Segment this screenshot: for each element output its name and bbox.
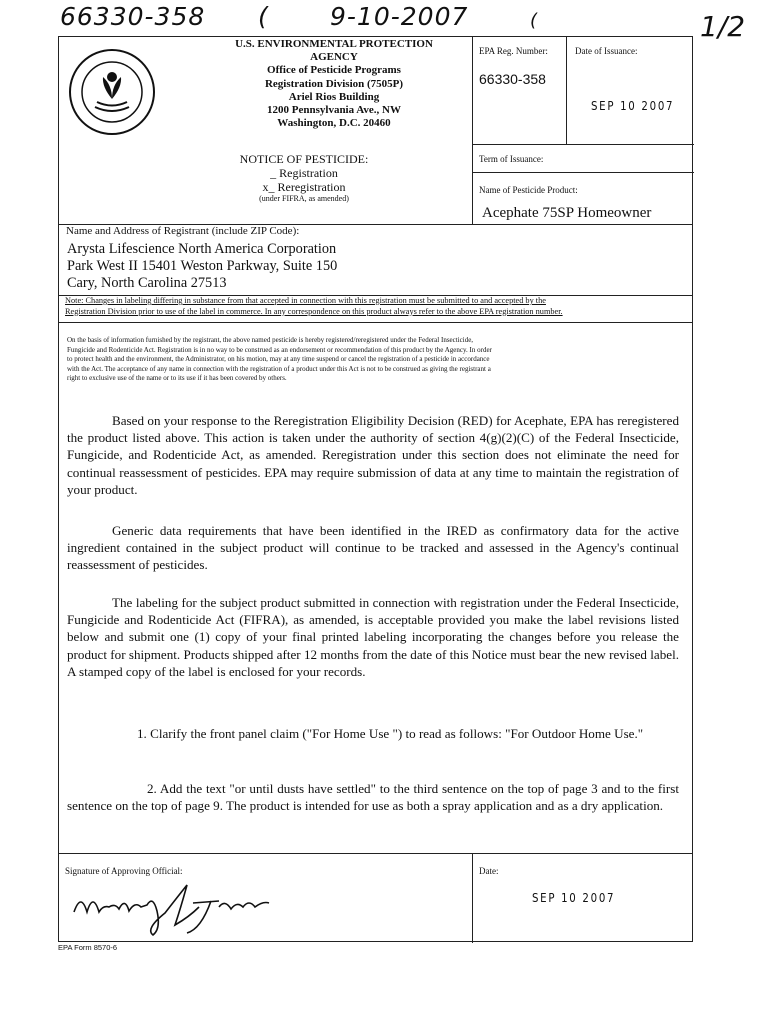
reg-number-label: EPA Reg. Number:	[479, 46, 548, 56]
product-name-value: Acephate 75SP Homeowner	[482, 205, 652, 221]
paragraph-labeling: The labeling for the subject product submitted in connection with registration under the Federal Insecticide, Fungicide and Rodenticide Act (FIFRA), as amended, is acceptable provided you make the label revisions listed below and submit one (1) copy of your final printed labeling incorporating the changes before you release the product for shipment. Products shipped after 12 months from the date of this Notice must bear the new revised label. A stamped copy of the label is enclosed for your records.	[67, 595, 679, 679]
product-name-label: Name of Pesticide Product:	[479, 185, 578, 195]
handwritten-paren: (	[258, 2, 269, 31]
paragraph-generic-data: Generic data requirements that have been identified in the IRED as confirmatory data for the active ingredient contained in the subject product will continue to be tracked and assessed in the Agency's continual reassessment of pesticides.	[67, 523, 679, 573]
reg-number-value: 66330-358	[479, 71, 546, 87]
handwritten-signature	[69, 877, 299, 937]
notice-option-registration: _ Registration	[270, 166, 338, 180]
handwritten-date: 9-10-2007	[330, 2, 469, 31]
handwritten-page-mark: 1/2	[700, 10, 746, 43]
agency-line-6: 1200 Pennsylvania Ave., NW	[267, 104, 401, 117]
fineprint-line: On the basis of information furnished by the registrant, the above named pesticide is hereby registered/reregistered under the Federal Insecticide,	[67, 336, 474, 344]
note-block	[65, 296, 563, 317]
labeling-item-1: 1. Clarify the front panel claim ("For Home Use ") to read as follows: "For Outdoor Home Use."	[137, 726, 644, 741]
labeling-item-2: 2. Add the text "or until dusts have settled" to the third sentence on the top of page 3 and to the first sentence on the top of page 9. The product is intended for use as both a spray application and as a dry application.	[67, 781, 679, 814]
note-line-2: Registration Division prior to use of the label in commerce. In any correspondence on this product always refer to the above EPA registration number.	[65, 306, 563, 316]
agency-line-2: AGENCY	[310, 51, 358, 64]
agency-line-1: U.S. ENVIRONMENTAL PROTECTION	[235, 38, 433, 50]
divider	[566, 37, 567, 144]
divider	[59, 853, 692, 854]
date-stamp: SEP 10 2007	[532, 891, 616, 905]
notice-under-fifra: (under FIFRA, as amended)	[259, 194, 349, 203]
agency-line-3: Office of Pesticide Programs	[267, 64, 401, 77]
agency-header	[199, 38, 469, 130]
form-number: EPA Form 8570-6	[58, 943, 118, 952]
divider	[472, 144, 694, 145]
divider	[472, 37, 473, 224]
registrant-city: Cary, North Carolina 27513	[67, 275, 227, 292]
registrant-address	[67, 241, 337, 293]
registration-form	[58, 36, 693, 942]
issuance-date-stamp: SEP 10 2007	[591, 99, 675, 113]
epa-seal-icon	[67, 47, 157, 137]
notice-block	[199, 152, 409, 204]
fineprint-line: to protect health and the environment, the Administrator, on his motion, may at any time suspend or cancel the registration of a pesticide in accordance	[67, 355, 490, 363]
issuance-date-label: Date of Issuance:	[575, 46, 638, 56]
notice-option-reregistration: x_ Reregistration	[262, 180, 346, 194]
divider	[472, 172, 694, 173]
handwritten-paren-2: (	[530, 10, 539, 31]
term-label: Term of Issuance:	[479, 154, 544, 164]
fineprint-line: right to exclusive use of the name or to its use if it has been covered by others.	[67, 374, 287, 382]
divider	[472, 853, 473, 943]
signature-label: Signature of Approving Official:	[65, 866, 183, 876]
paragraph-reregistration: Based on your response to the Reregistration Eligibility Decision (RED) for Acephate, EPA has reregistered the product listed above. This action is taken under the authority of section 4(g)(2)(C) of the Federal Insecticide, Fungicide, and Rodenticide Act, as amended. Reregistration under this section does not eliminate the need for continual reassessment of pesticides. EPA may require submission of data at any time to maintain the registration of your product.	[67, 413, 679, 497]
agency-line-4: Registration Division (7505P)	[264, 77, 404, 90]
agency-line-7: Washington, D.C. 20460	[277, 117, 391, 130]
fineprint-line: Fungicide and Rodenticide Act. Registration is in no way to be construed as an endorsement or recommendation of this product by the Agency. In order	[67, 345, 492, 354]
registrant-name: Arysta Lifescience North America Corporation	[67, 241, 337, 257]
handwritten-reg-number: 66330-358	[60, 2, 206, 31]
note-line-1: Note: Changes in labeling differing in substance from that accepted in connection with this registration must be submitted to and accepted by the	[65, 296, 546, 305]
fineprint-block	[67, 336, 687, 384]
registrant-street: Park West II 15401 Weston Parkway, Suite 150	[67, 258, 338, 275]
notice-title: NOTICE OF PESTICIDE:	[239, 152, 369, 166]
registrant-label: Name and Address of Registrant (include ZIP Code):	[66, 225, 300, 237]
date-label: Date:	[479, 866, 499, 876]
fineprint-line: with the Act. The acceptance of any name in connection with the registration of a product under this Act is not to be construed as giving the registrant a	[67, 364, 491, 373]
agency-line-5: Ariel Rios Building	[288, 90, 380, 103]
divider	[59, 322, 692, 323]
